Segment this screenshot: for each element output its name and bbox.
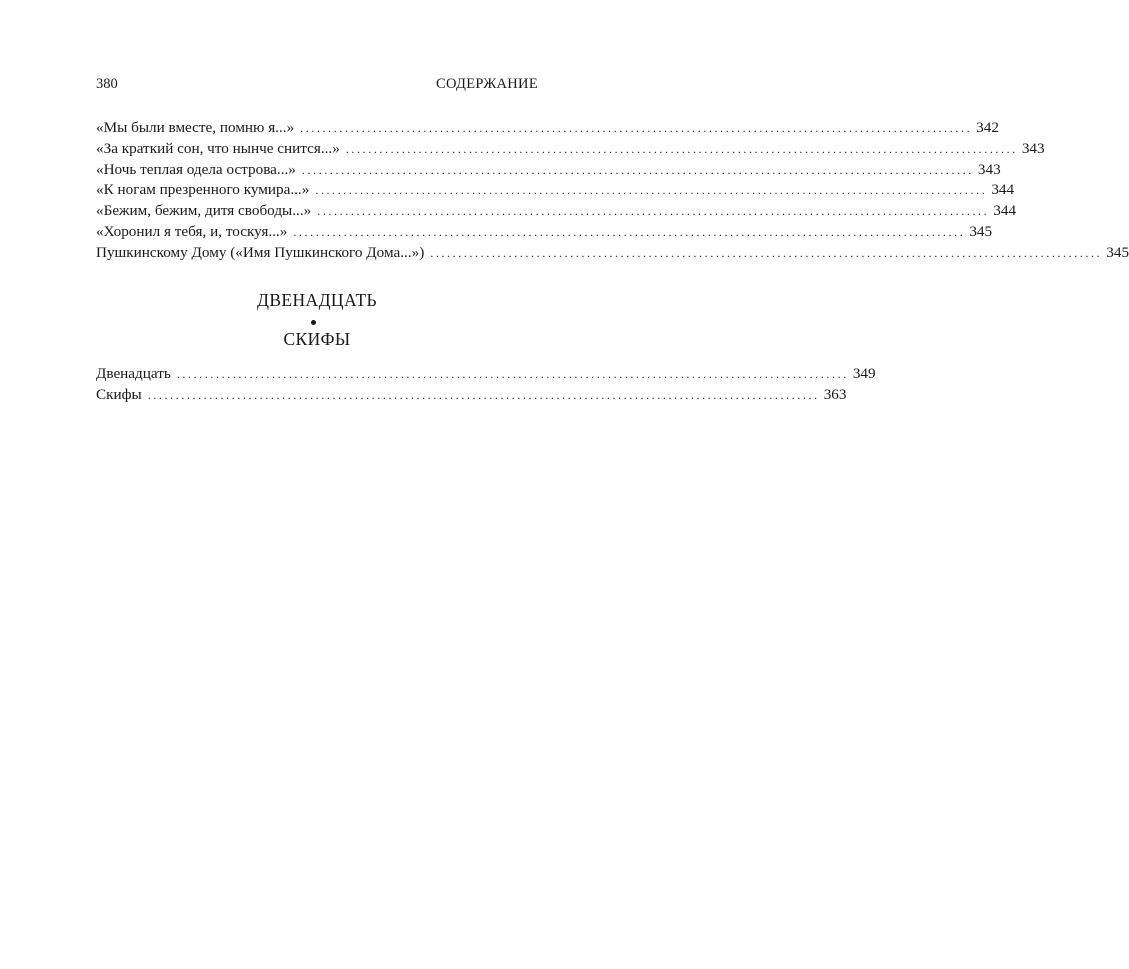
toc-entry-page: 363 [823, 385, 847, 403]
dot-leader: ........................................................................................................................ [430, 245, 1103, 260]
toc-list [96, 118, 1129, 264]
dot-leader: ........................................................................................................................ [300, 121, 973, 135]
toc-entry-page: 343 [977, 160, 1001, 178]
toc-entry-title: «Бежим, бежим, дитя свободы...» [96, 202, 312, 220]
dot-leader: ........................................................................................................................ [317, 204, 990, 219]
dot-leader: ........................................................................................................................ [293, 224, 966, 239]
toc-entry-title: «Ночь теплая одела острова...» [96, 160, 296, 178]
toc-entry [96, 385, 847, 406]
toc-entry-page: 345 [1106, 243, 1129, 261]
toc-entry [96, 222, 993, 243]
running-head-section: СОДЕРЖАНИЕ [436, 76, 538, 92]
dot-leader: ........................................................................................................................ [315, 183, 988, 198]
toc-entry-page: 349 [852, 365, 876, 382]
toc-entry-title: Скифы [96, 385, 142, 403]
toc-list [96, 364, 876, 406]
toc-entry [96, 201, 1017, 222]
toc-entry [96, 180, 1015, 201]
toc-entry-page: 343 [1021, 139, 1045, 157]
page-number: 380 [96, 76, 118, 92]
dot-leader: ........................................................................................................................ [301, 162, 974, 177]
running-head [96, 76, 538, 96]
dot-leader: ........................................................................................................................ [176, 367, 849, 381]
toc-entry-title: «За краткий сон, что нынче снится...» [96, 139, 340, 157]
toc-entry [96, 160, 1001, 181]
toc-entry-page: 344 [991, 181, 1015, 199]
dot-leader: ........................................................................................................................ [345, 141, 1018, 156]
toc-entry-title: «К ногам презренного кумира...» [96, 181, 310, 199]
toc-entry [96, 243, 1129, 264]
toc-entry [96, 364, 876, 385]
bullet-separator [311, 320, 316, 325]
toc-entry-page: 344 [993, 202, 1017, 220]
toc-entry-title: «Хоронил я тебя, и, тоскуя...» [96, 222, 288, 240]
toc-entry-title: Пушкинскому Дому («Имя Пушкинского Дома...») [96, 243, 425, 261]
toc-entry-title: Двенадцать [96, 365, 171, 382]
dot-leader: ........................................................................................................................ [147, 387, 820, 402]
toc-entry [96, 118, 999, 139]
toc-entry [96, 139, 1045, 160]
toc-entry-title: «Мы были вместе, помню я...» [96, 119, 295, 136]
toc-entry-page: 342 [976, 119, 999, 136]
section-heading: СКИФЫ [283, 329, 351, 349]
section-heading: ДВЕНАДЦАТЬ [257, 290, 377, 310]
toc-entry-page: 345 [969, 222, 993, 240]
